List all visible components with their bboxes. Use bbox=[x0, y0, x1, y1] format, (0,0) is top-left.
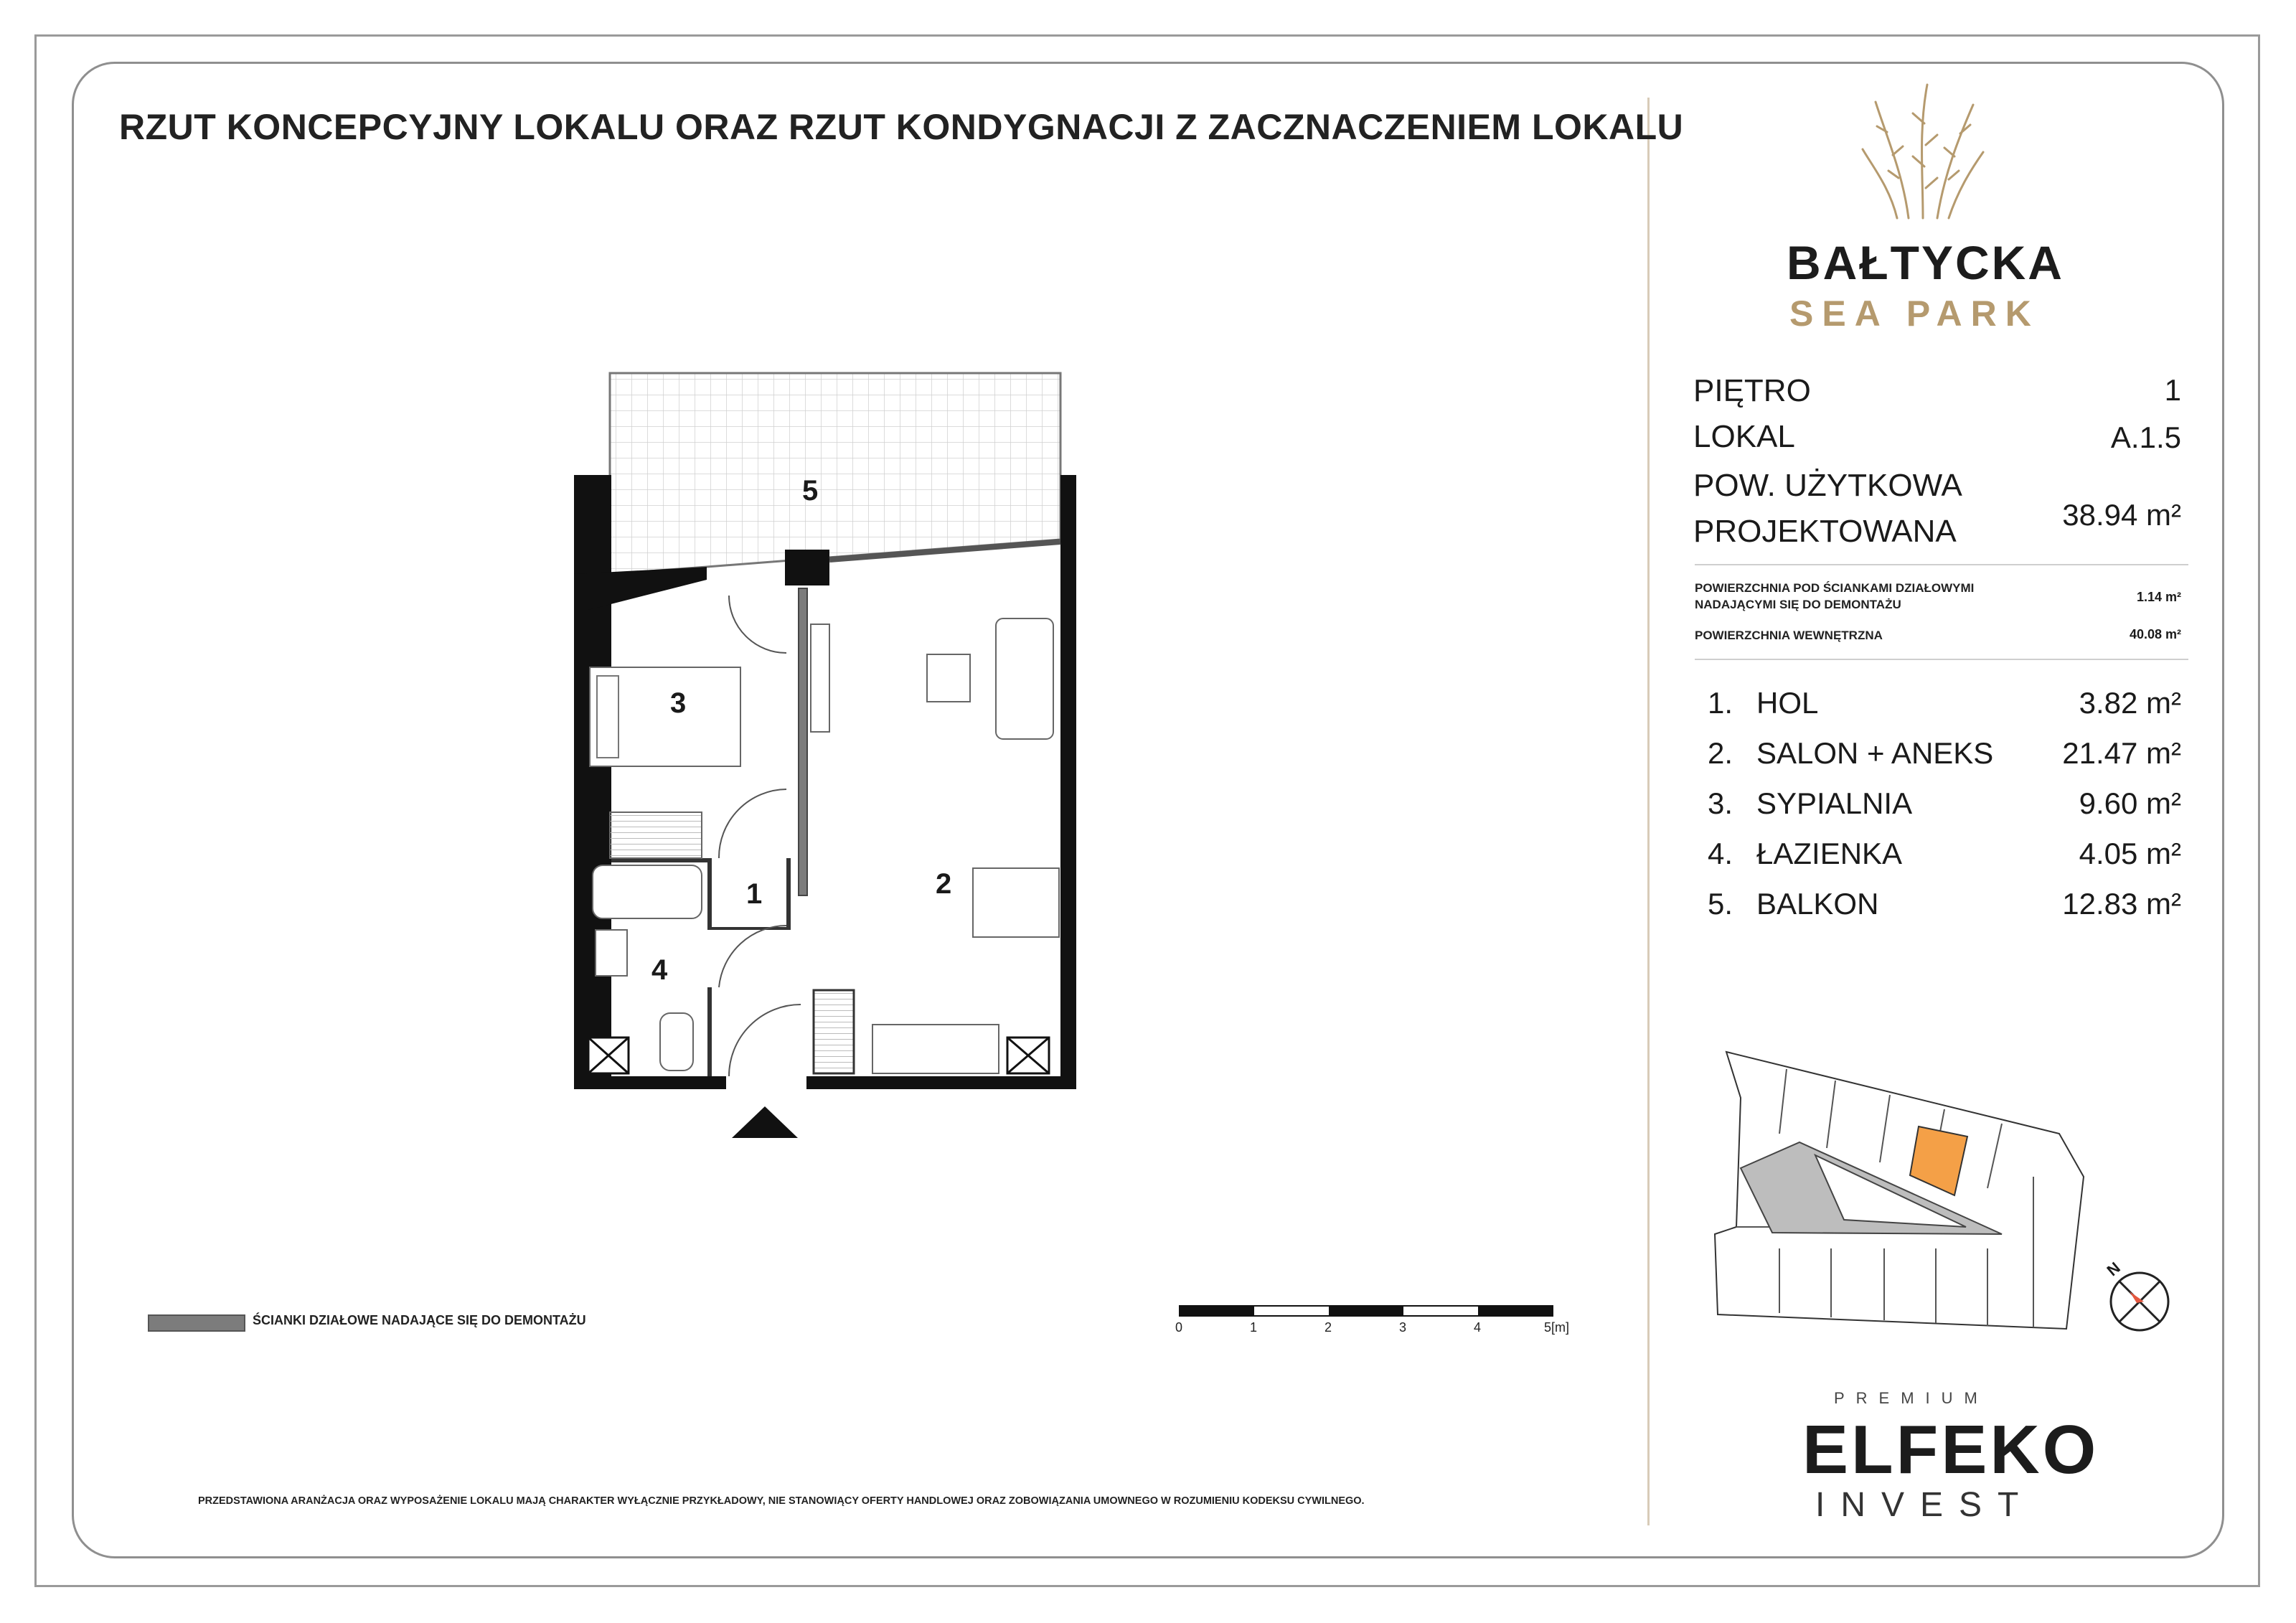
room-name: BALKON bbox=[1756, 887, 1879, 921]
plan-label-3: 3 bbox=[670, 687, 687, 719]
wall-pillar bbox=[785, 550, 829, 585]
room-area: 3.82 m² bbox=[2079, 686, 2181, 720]
grass-logo-icon bbox=[1858, 80, 1987, 221]
unit-label: LOKAL bbox=[1693, 419, 1795, 454]
disclaimer: PRZEDSTAWIONA ARANŻACJA ORAZ WYPOSAŻENIE LOKALU MAJĄ CHARAKTER WYŁĄCZNIE PRZYKŁADOWY, NIE STANOWIĄCY OFERTY HANDLOWEJ ORAZ ZOBOWIĄZANIA UMOWNEGO W ROZUMIENIU KODEKSU CYWILNEGO. bbox=[198, 1495, 1365, 1507]
legend-text: ŚCIANKI DZIAŁOWE NADAJĄCE SIĘ DO DEMONTAŻU bbox=[253, 1313, 586, 1327]
developer-premium: PREMIUM bbox=[1834, 1389, 1989, 1407]
room-area: 21.47 m² bbox=[2062, 736, 2181, 770]
floor-value: 1 bbox=[2164, 373, 2181, 407]
room-area: 9.60 m² bbox=[2079, 786, 2181, 820]
plan-label-4: 4 bbox=[651, 954, 668, 986]
scale-bar bbox=[1177, 1303, 1564, 1325]
room-num: 3. bbox=[1708, 786, 1733, 820]
room-name: SYPIALNIA bbox=[1756, 786, 1913, 820]
scale-tick-1: 1 bbox=[1250, 1320, 1258, 1335]
vertical-divider bbox=[1647, 98, 1650, 1525]
room-area: 4.05 m² bbox=[2079, 837, 2181, 870]
legend-swatch bbox=[148, 1314, 245, 1332]
partition-label-2: NADAJĄCYMI SIĘ DO DEMONTAŻU bbox=[1695, 598, 1901, 611]
room-name: HOL bbox=[1756, 686, 1819, 720]
wall-bottom-left bbox=[574, 1076, 726, 1089]
room-num: 4. bbox=[1708, 837, 1733, 870]
separator bbox=[1695, 659, 2188, 660]
room-name: ŁAZIENKA bbox=[1756, 837, 1903, 870]
room-num: 5. bbox=[1708, 887, 1733, 921]
room-num: 1. bbox=[1708, 686, 1733, 720]
plan-label-5: 5 bbox=[802, 475, 819, 507]
wall-left bbox=[574, 475, 611, 1089]
developer-name: ELFEKO bbox=[1802, 1411, 2099, 1488]
wall-top-left bbox=[574, 567, 707, 610]
unit-value: A.1.5 bbox=[2110, 420, 2181, 454]
partition-label-1: POWIERZCHNIA POD ŚCIANKAMI DZIAŁOWYMI bbox=[1695, 581, 1975, 595]
plan-label-2: 2 bbox=[936, 868, 952, 900]
separator bbox=[1695, 564, 2188, 565]
area-value: 38.94 m² bbox=[2062, 498, 2181, 532]
wall-bottom-right bbox=[806, 1076, 1076, 1089]
scale-tick-2: 2 bbox=[1325, 1320, 1332, 1335]
room-area: 12.83 m² bbox=[2062, 887, 2181, 921]
developer-sub: INVEST bbox=[1815, 1486, 2035, 1524]
room-name: SALON + ANEKS bbox=[1756, 736, 1994, 770]
internal-label: POWIERZCHNIA WEWNĘTRZNA bbox=[1695, 629, 1883, 642]
entrance-arrow bbox=[732, 1106, 798, 1138]
scale-tick-0: 0 bbox=[1175, 1320, 1183, 1335]
room-num: 2. bbox=[1708, 736, 1733, 770]
page-title: RZUT KONCEPCYJNY LOKALU ORAZ RZUT KONDYGNACJI Z ZACZNACZENIEM LOKALU bbox=[119, 107, 1684, 147]
scale-tick-4: 4 bbox=[1474, 1320, 1482, 1335]
scale-tick-5: 5[m] bbox=[1544, 1320, 1570, 1335]
compass-north: N bbox=[2103, 1258, 2124, 1280]
plan-label-1: 1 bbox=[746, 878, 763, 910]
building-key-plan bbox=[1708, 1048, 2095, 1342]
wall-right bbox=[1060, 475, 1076, 1089]
partition-value: 1.14 m² bbox=[2136, 590, 2181, 604]
floor-label: PIĘTRO bbox=[1693, 373, 1811, 408]
internal-value: 40.08 m² bbox=[2129, 627, 2181, 641]
scale-tick-3: 3 bbox=[1399, 1320, 1407, 1335]
removable-wall bbox=[799, 588, 807, 895]
brand-subname: SEA PARK bbox=[1789, 293, 2040, 334]
area-label-2: PROJEKTOWANA bbox=[1693, 514, 1957, 549]
brand-name: BAŁTYCKA bbox=[1787, 236, 2064, 289]
balcony-room-5 bbox=[610, 373, 1060, 574]
floor-plan bbox=[545, 359, 1119, 1162]
area-label-1: POW. UŻYTKOWA bbox=[1693, 468, 1962, 503]
